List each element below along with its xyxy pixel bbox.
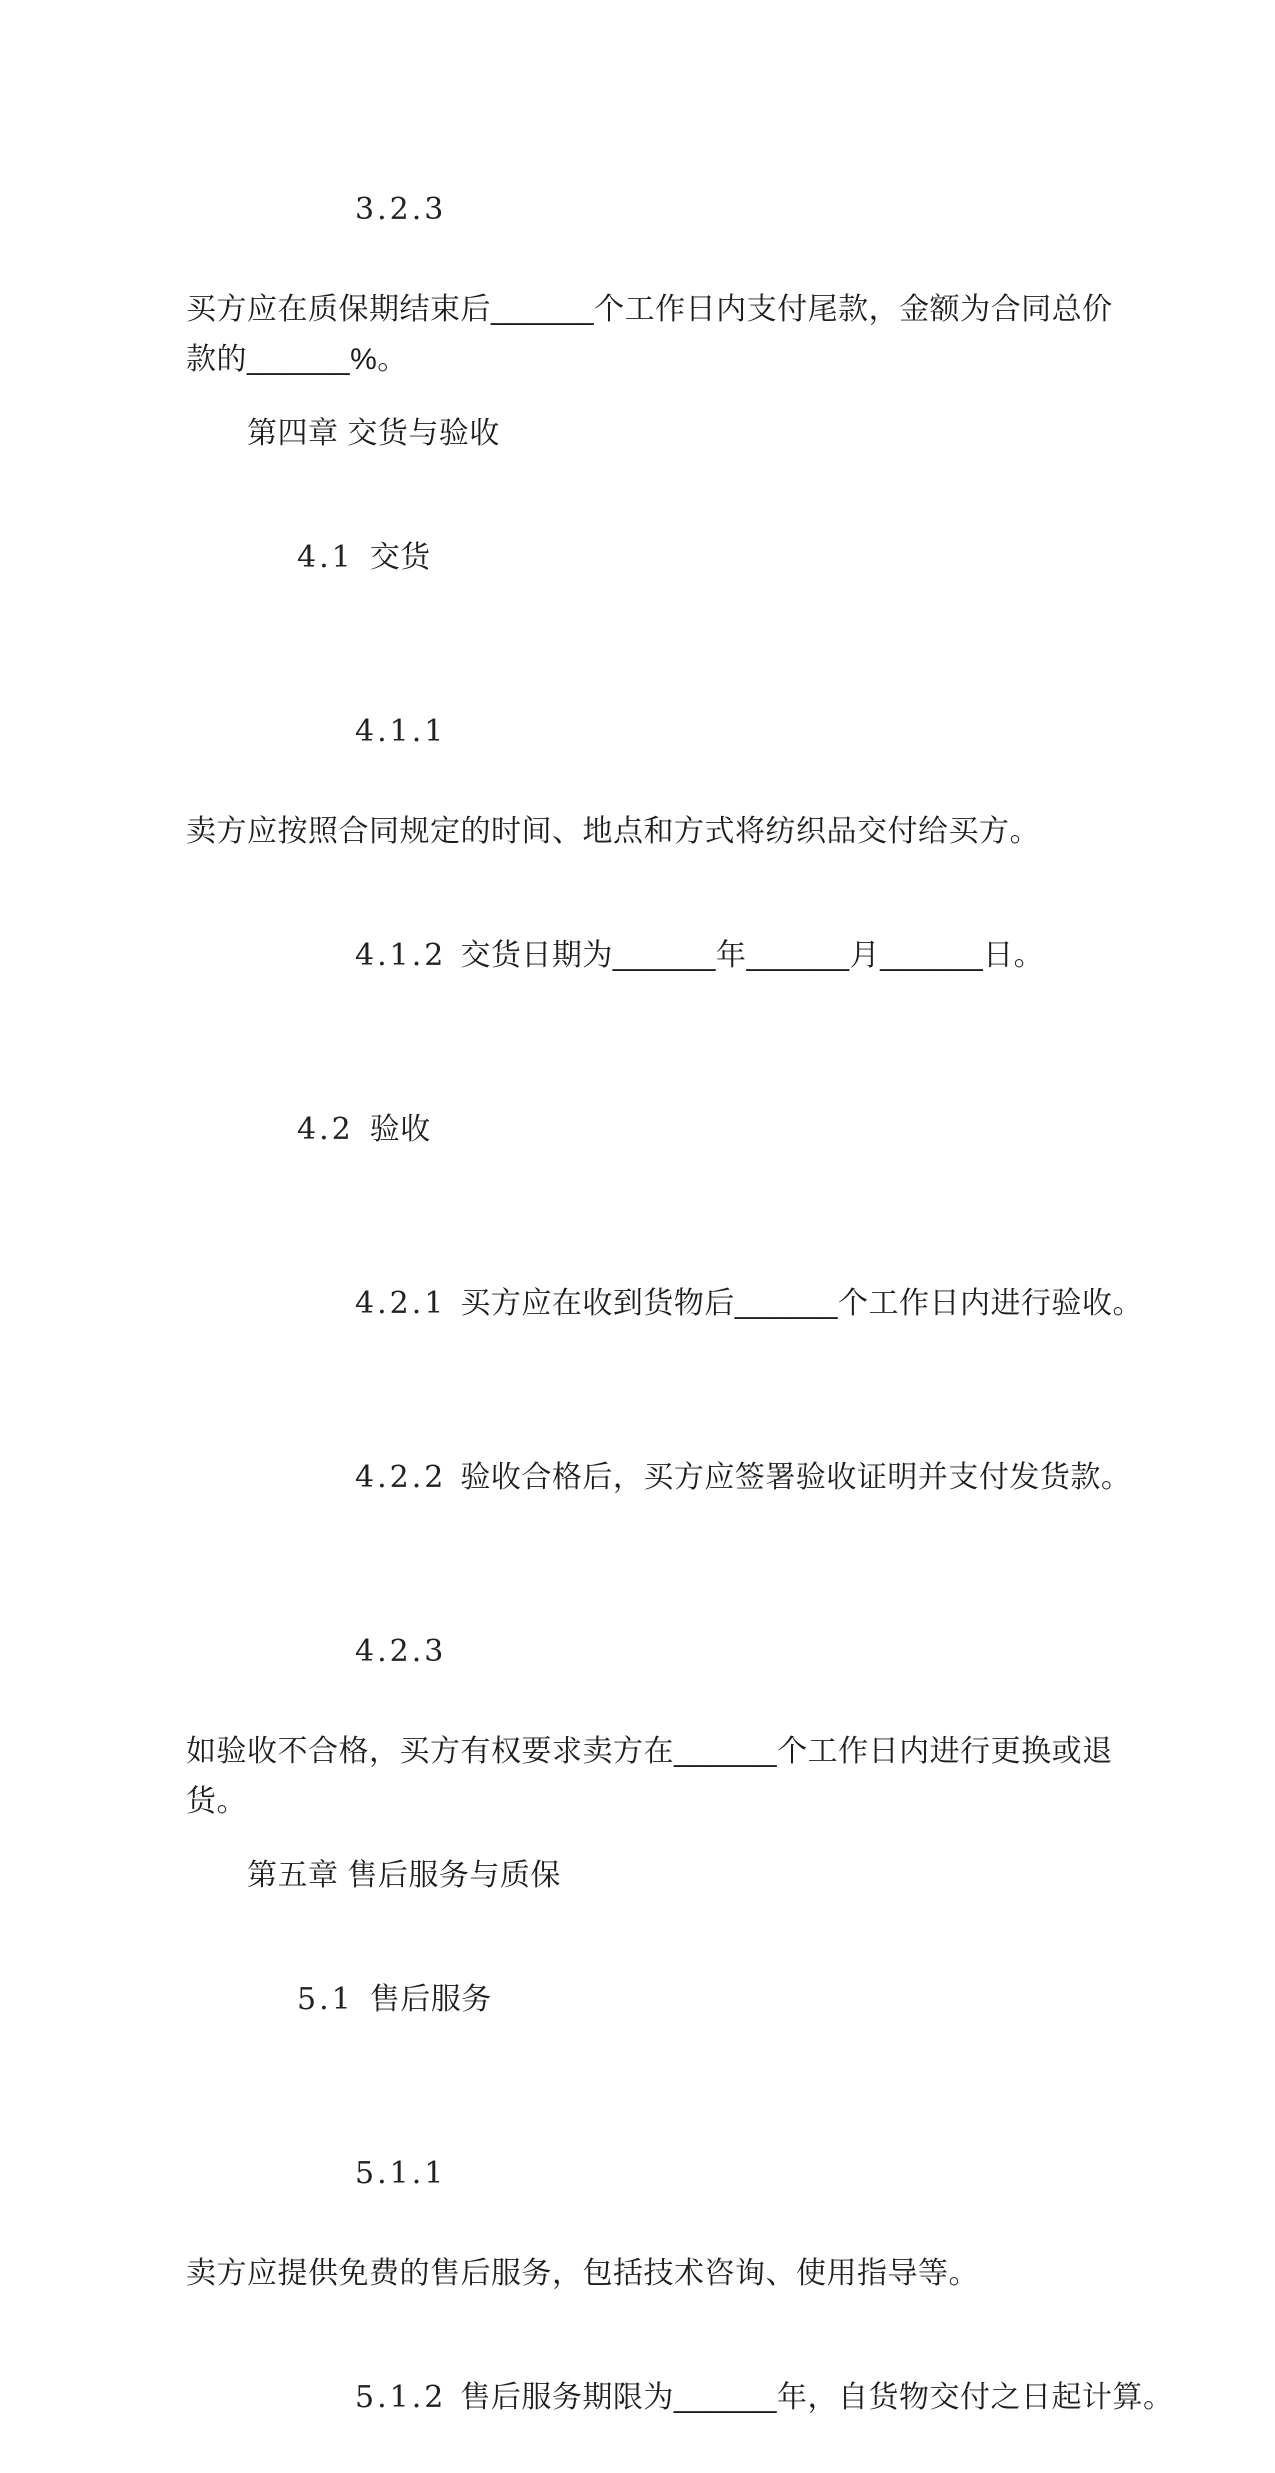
clause-5-1-1: [186, 2099, 1075, 2299]
clause-text: 售后服务期限为______年，自货物交付之日起计算。: [460, 2381, 1174, 2414]
clause-4-2-3: [186, 1577, 1113, 1827]
clause-number: 5.1.1: [355, 2156, 447, 2191]
clause-4-2-2: [186, 1403, 1132, 1553]
clause-number: 4.2.3: [355, 1634, 447, 1669]
clause-text-line: 货。: [186, 1785, 247, 1818]
clause-4-2-1: [186, 1229, 1143, 1379]
clause-number: 4.1.1: [355, 714, 447, 749]
chapter-title: 第四章 交货与验收: [247, 417, 500, 450]
clause-text-line: 卖方应按照合同规定的时间、地点和方式将纺织品交付给买方。: [186, 815, 1040, 848]
clause-number-line: [186, 1577, 1075, 1727]
chapter-5-heading: [186, 1851, 1075, 1901]
clause-text: 交货日期为______年______月______日。: [460, 939, 1045, 972]
section-4-1-heading: [186, 483, 1075, 633]
clause-text: 验收合格后，买方应签署验收证明并支付发货款。: [460, 1461, 1132, 1494]
clause-inline-line: [186, 2323, 1174, 2473]
clause-5-1-2: [186, 2323, 1174, 2473]
section-title: 交货: [369, 541, 431, 574]
section-title-line: [186, 483, 1075, 633]
clause-number-line: [186, 657, 1075, 807]
clause-inline-line: [186, 881, 1075, 1031]
section-title-line: [186, 1055, 1075, 1205]
clause-4-1-1: [186, 657, 1075, 857]
section-4-2-heading: [186, 1055, 1075, 1205]
clause-4-1-2: [186, 881, 1075, 1031]
clause-number: 4.1.2: [355, 938, 447, 973]
clause-text-line: 买方应在质保期结束后______个工作日内支付尾款，金额为合同总价: [186, 293, 1113, 326]
section-number: 4.2: [297, 1112, 354, 1147]
clause-number-line: [186, 2099, 1075, 2249]
clause-number: 3.2.3: [355, 192, 447, 227]
section-title-line: [186, 1925, 1075, 2075]
clause-number-line: [186, 135, 1075, 285]
section-5-1-heading: [186, 1925, 1075, 2075]
clause-3-2-3: [186, 135, 1113, 385]
clause-text-line: 如验收不合格，买方有权要求卖方在______个工作日内进行更换或退: [186, 1735, 1113, 1768]
chapter-title: 第五章 售后服务与质保: [247, 1859, 561, 1892]
clause-inline-line: [186, 1403, 1132, 1553]
clause-text-line: 款的______%。: [186, 343, 408, 376]
clause-number: 4.2.2: [355, 1460, 447, 1495]
section-number: 5.1: [297, 1982, 354, 2017]
chapter-4-heading: [186, 409, 1075, 459]
clause-number: 5.1.2: [355, 2380, 447, 2415]
clause-text: 买方应在收到货物后______个工作日内进行验收。: [460, 1287, 1143, 1320]
clause-inline-line: [186, 1229, 1143, 1379]
clause-text-line: 卖方应提供免费的售后服务，包括技术咨询、使用指导等。: [186, 2257, 979, 2290]
section-title: 售后服务: [369, 1983, 492, 2016]
clause-number: 4.2.1: [355, 1286, 447, 1321]
section-title: 验收: [369, 1113, 431, 1146]
section-number: 4.1: [297, 540, 354, 575]
